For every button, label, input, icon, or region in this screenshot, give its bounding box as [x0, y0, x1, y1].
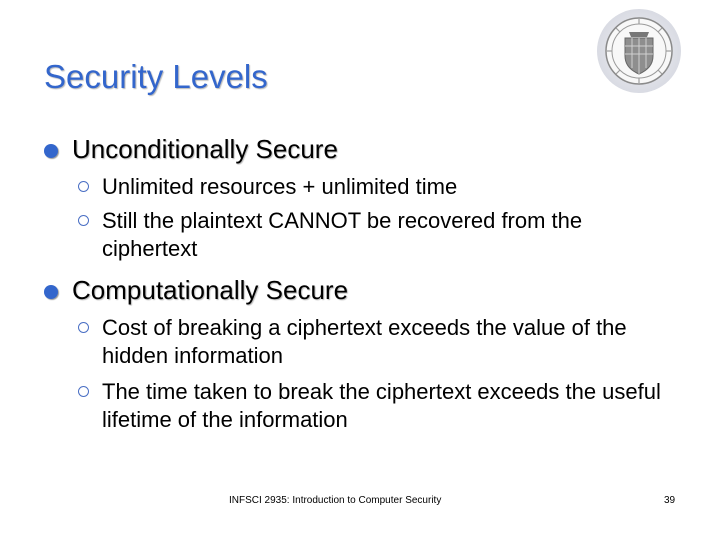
subpoint-text: Unlimited resources + unlimited time	[102, 174, 458, 199]
ring-bullet-icon	[78, 215, 89, 226]
ring-bullet-icon	[78, 181, 89, 192]
subpoint-text: Cost of breaking a ciphertext exceeds the value of the hidden information	[102, 315, 627, 368]
slide-title: Security Levels	[44, 58, 268, 95]
slide-footer: INFSCI 2935: Introduction to Computer Security	[229, 495, 442, 506]
university-seal-icon	[596, 8, 682, 94]
page-number: 39	[664, 495, 676, 506]
ring-bullet-icon	[78, 386, 89, 397]
bullet-dot-icon	[44, 285, 58, 299]
subpoint-text: The time taken to break the ciphertext exceeds the useful lifetime of the information	[102, 379, 661, 432]
bullet-dot-icon	[44, 144, 58, 158]
point-heading: Unconditionally Secure	[72, 134, 338, 164]
ring-bullet-icon	[78, 322, 89, 333]
subpoint-text: Still the plaintext CANNOT be recovered from the ciphertext	[102, 208, 583, 261]
point-heading: Computationally Secure	[72, 275, 349, 305]
